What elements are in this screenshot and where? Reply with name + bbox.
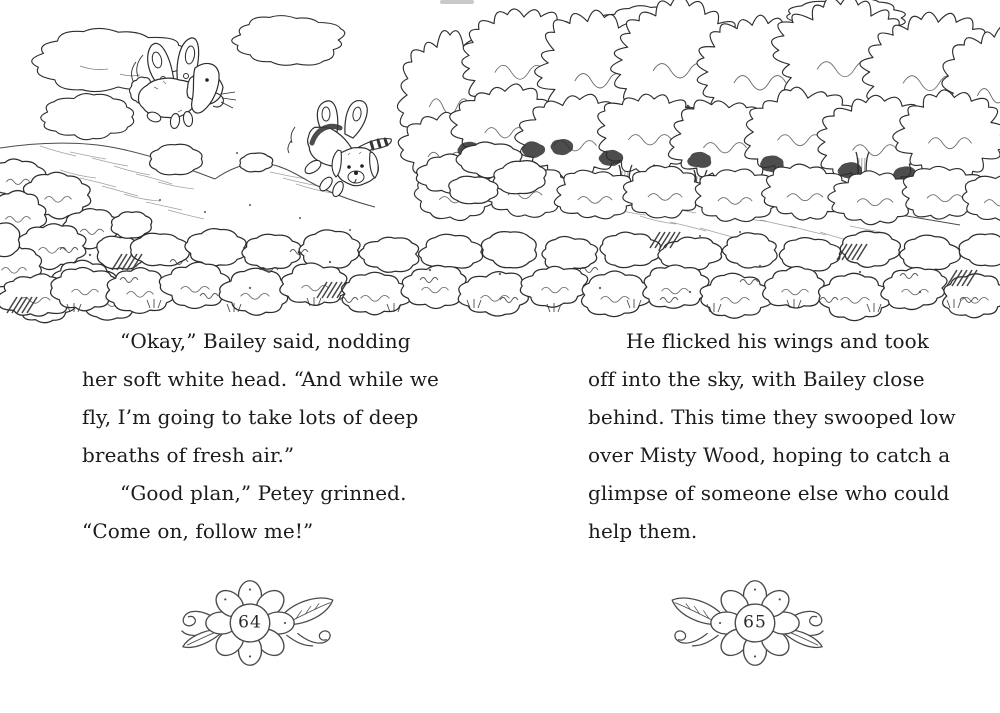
text-line: “Good plan,” Petey grinned. xyxy=(120,481,407,505)
text-line: glimpse of someone else who could xyxy=(588,481,950,505)
paragraph xyxy=(588,322,956,550)
text-line: breaths of fresh air.” xyxy=(82,443,295,467)
page-number-ornament xyxy=(663,579,847,667)
text-line: “Come on, follow me!” xyxy=(82,519,314,543)
text-line: “Okay,” Bailey said, nodding xyxy=(120,329,411,353)
page-right xyxy=(500,0,1000,713)
page-number: 64 xyxy=(238,612,262,633)
text-line: fly, I’m going to take lots of deep xyxy=(82,405,419,429)
text-line: off into the sky, with Bailey close xyxy=(588,367,925,391)
page-text xyxy=(588,322,956,550)
text-line: behind. This time they swooped low xyxy=(588,405,956,429)
page-number-ornament xyxy=(158,579,342,667)
paragraph xyxy=(82,474,439,550)
page-text xyxy=(82,322,439,550)
text-line: He flicked his wings and took xyxy=(626,329,929,353)
page-number: 65 xyxy=(743,612,767,633)
text-line: her soft white head. “And while we xyxy=(82,367,439,391)
text-line: help them. xyxy=(588,519,698,543)
text-line: over Misty Wood, hoping to catch a xyxy=(588,443,951,467)
paragraph xyxy=(82,322,439,474)
